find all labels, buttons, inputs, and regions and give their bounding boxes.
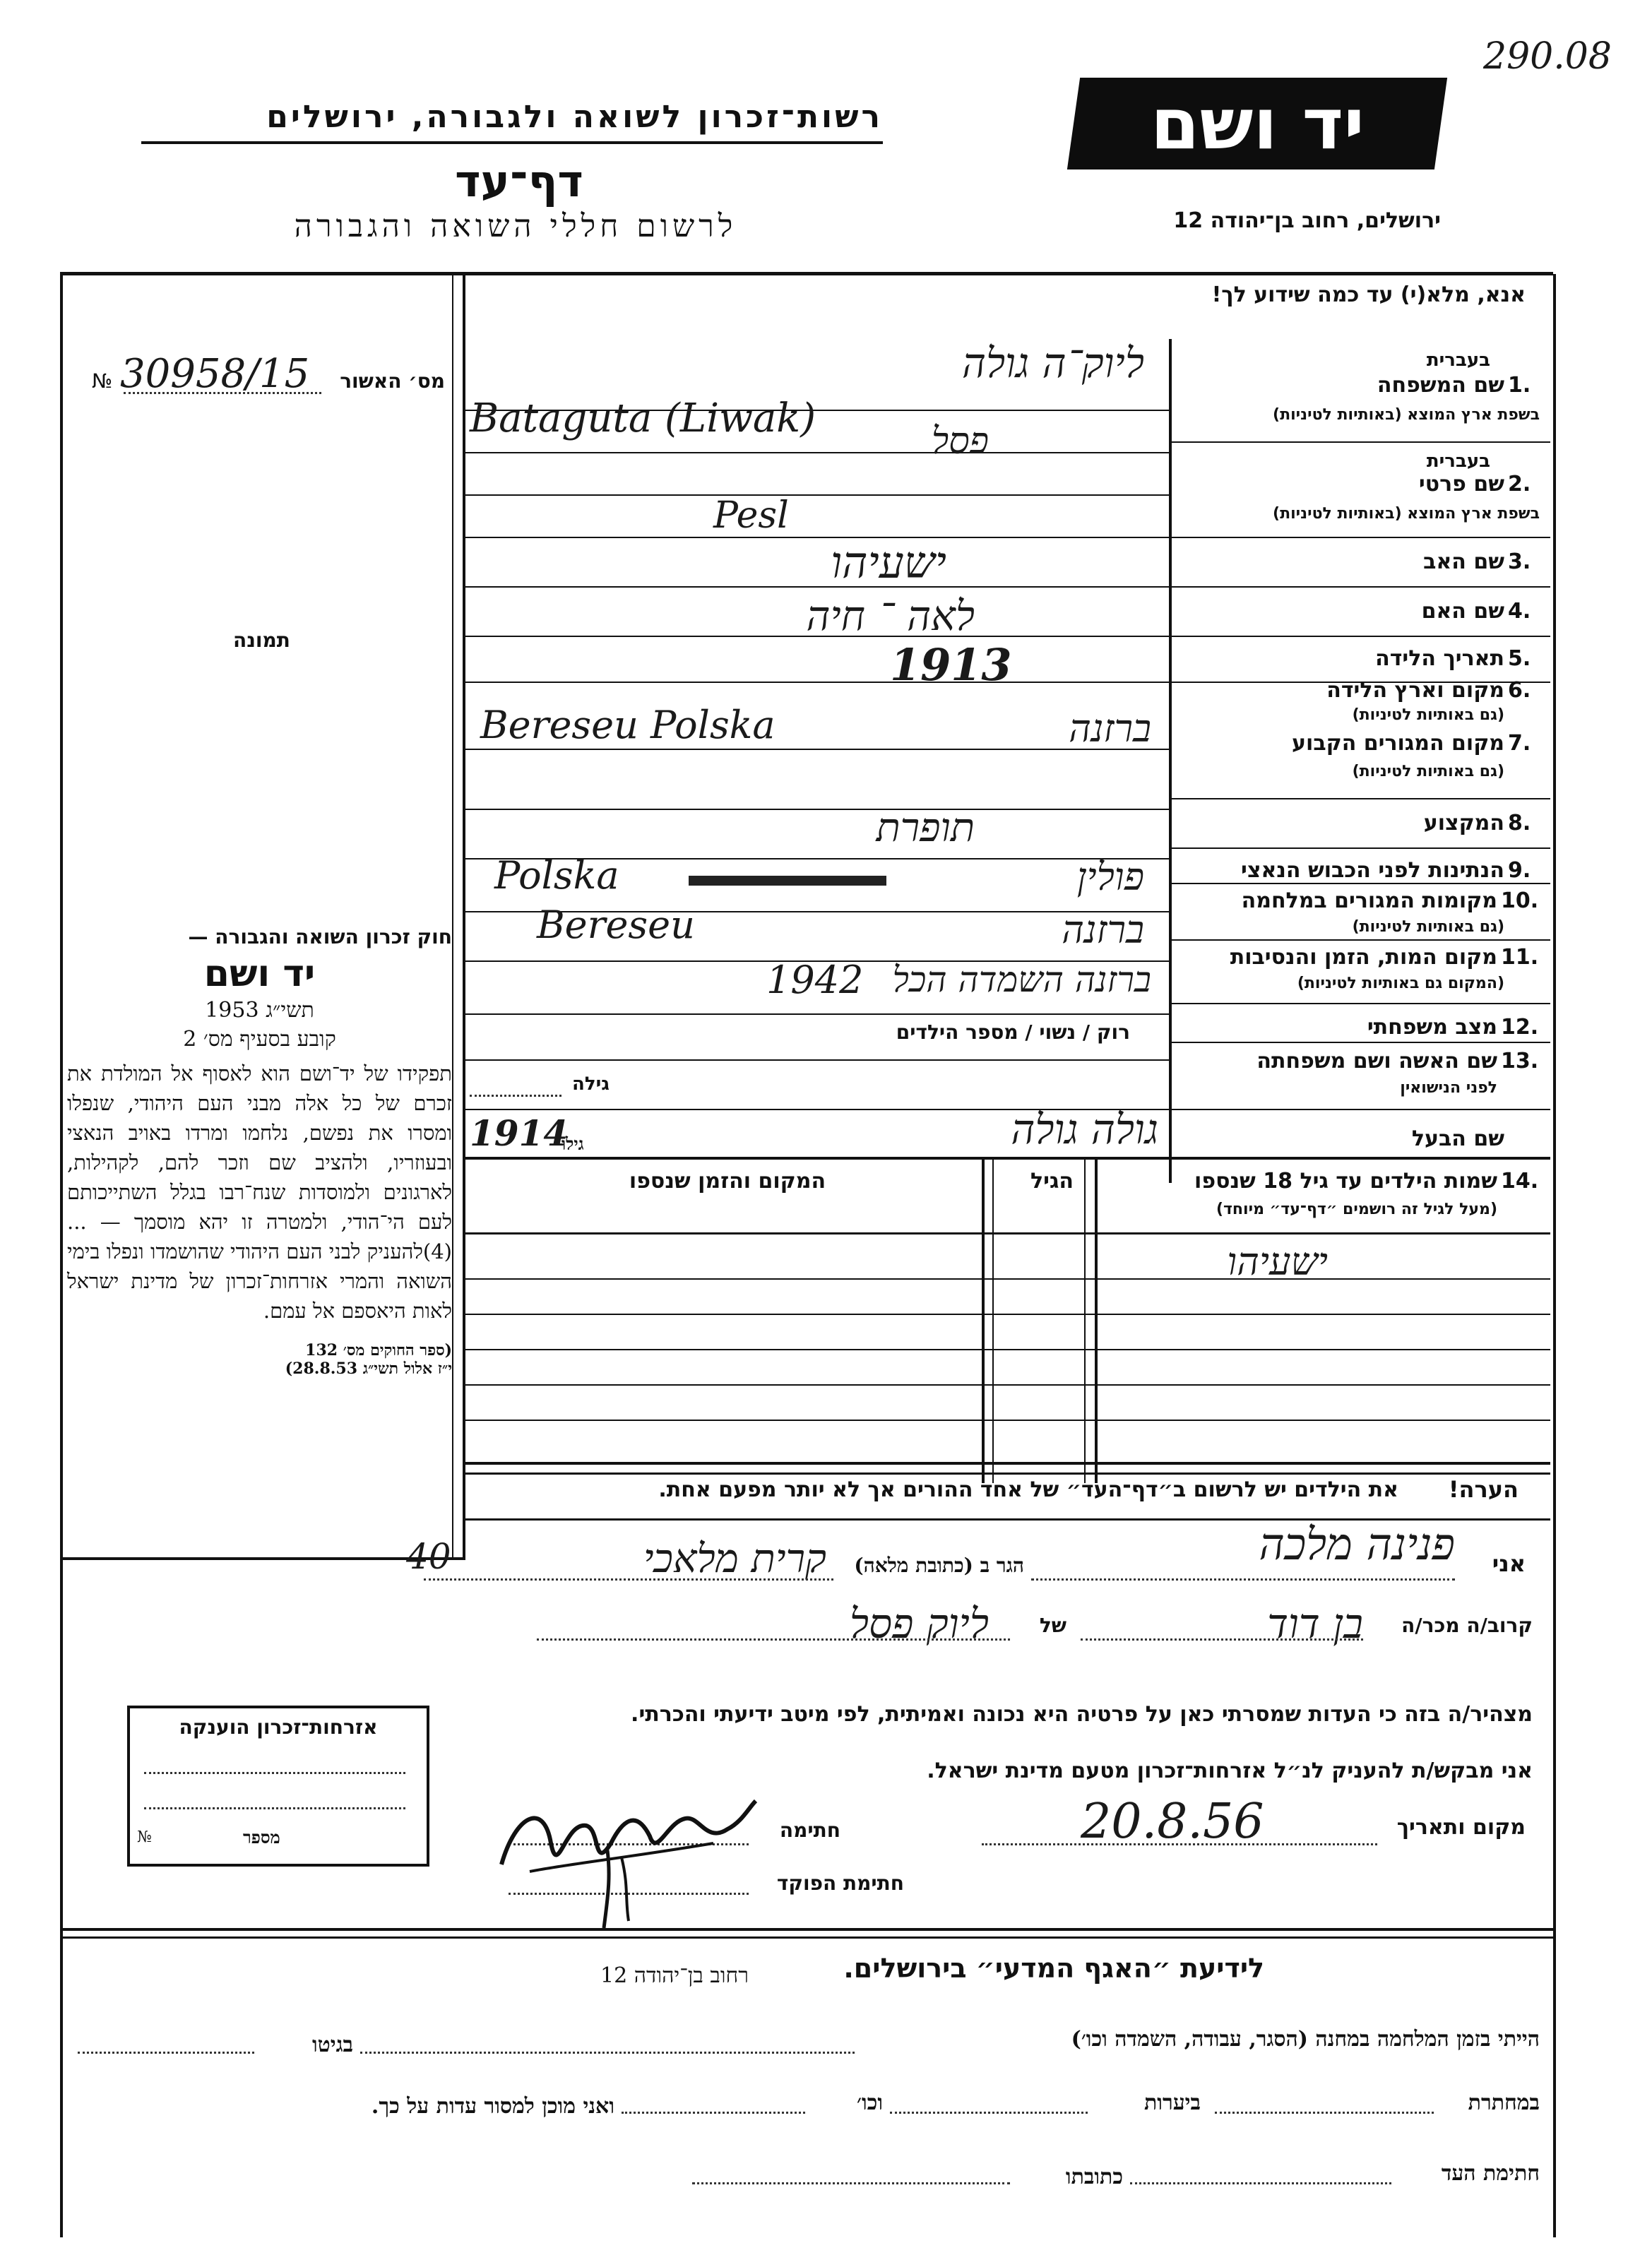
children-row — [463, 1349, 1550, 1350]
signature-drawing — [487, 1759, 770, 1942]
field-1-num: 1. — [1508, 373, 1531, 398]
label-sep — [1172, 1109, 1550, 1110]
decl-of-dots — [537, 1638, 1010, 1641]
children-num: 14. — [1501, 1169, 1539, 1194]
field-11-num: 11. — [1501, 945, 1539, 970]
label-sep — [1172, 847, 1550, 849]
approval-prefix: № — [92, 369, 113, 393]
row-line — [463, 1059, 1169, 1061]
children-col-sep-3 — [992, 1158, 994, 1483]
bottom-line1b-dots — [78, 2052, 254, 2054]
corner-number: 290.08 — [1483, 35, 1612, 78]
row-line — [463, 1013, 1169, 1015]
bottom-line3a: חתימת העד — [1441, 2161, 1540, 2186]
bottom-line3a-dots — [1130, 2182, 1391, 2184]
field-9-value-lat: Polska — [494, 853, 619, 898]
decl-request-text: אני מבקש/ת להעניק לנ״ל אזרחות־זכרון מטעם מדינת ישראל. — [927, 1759, 1533, 1783]
label-sep — [1172, 636, 1550, 637]
field-8-value: תופרת — [876, 805, 975, 851]
field-8-label: המקצוע — [1423, 811, 1504, 835]
citizenship-title: אזרחות־זכרון הוענקה — [179, 1715, 378, 1739]
field-10-value-lat: Bereseu — [537, 903, 695, 947]
field-4-value: לאה ־ חיה — [806, 592, 975, 640]
decl-signature-label: חתימה — [779, 1819, 840, 1842]
field-9-strikeout — [689, 876, 886, 886]
field-2-value-heb: פסל — [931, 420, 989, 463]
label-sep — [1172, 939, 1550, 941]
row-line-thick — [463, 1157, 1550, 1160]
law-source-2: י״ז אלול תשי״ג 28.8.53) — [285, 1360, 452, 1378]
field-9-value-heb: פולין — [1076, 855, 1144, 899]
field-8-num: 8. — [1508, 811, 1531, 835]
field-2-value-lat: Pesl — [713, 494, 789, 537]
field-6-sub: (גם באותיות לטיניות) — [1352, 706, 1504, 724]
decl-resident-label: הגר ב (כתובת מלאה) — [854, 1554, 1024, 1577]
decl-date-dots — [982, 1843, 1377, 1845]
children-label: שמות הילדים עד גיל 18 שנספו — [1194, 1169, 1497, 1194]
decl-extra-value: 40 — [406, 1536, 451, 1577]
field-2-sub: בשפת ארץ המוצא (באותיות לטיניות) — [1273, 505, 1540, 523]
note-top — [463, 1472, 1550, 1475]
children-bottom — [463, 1462, 1550, 1465]
decl-of-label: של — [1039, 1614, 1066, 1637]
row-line — [463, 682, 1169, 683]
field-3-value: ישעיהו — [831, 537, 946, 588]
law-text: תפקידו של יד־ושם הוא לאסוף אל המולדת את זכרם של כל אלה מבני העם היהודי, שנפלו ומסרו את נפשם, נלחמו ומרדו באויב הנאצי ובעוזריו, ולהציב שם וזכר להם, לקהילות, לארגונים ולמוסדות שנח־רבו בגלל השתייכותם לעם הי־הודי, ולמטרה זו יהא מוסמך — ...(4)להעניק לבני העם היהודי שהושמדו ונפלו בימי השואה והמרי אזרחות־זכרון של מדינת ישראל לאות היאספם אל עמם. — [67, 1061, 452, 1323]
org-underline — [141, 141, 883, 144]
children-sub: (מעל לגיל זה רושמים ״דף־עד״ מיוחד) — [1216, 1201, 1497, 1218]
field-5-label: תאריך הלידה — [1375, 646, 1504, 671]
left-col-divider — [463, 274, 465, 1559]
field-11-value-num: 1942 — [766, 958, 864, 1002]
field-11-value-heb: ברזנה השמדה הכל — [892, 959, 1151, 1000]
bottom-line2b-dots — [890, 2112, 1088, 2114]
children-col-sep-1 — [1095, 1158, 1098, 1483]
decl-address-dots — [424, 1578, 833, 1581]
field-13-age-label: גילה — [572, 1073, 610, 1095]
husband-age-label: גילו — [561, 1134, 584, 1154]
husband-age-value: 1914 — [470, 1112, 569, 1154]
field-9-label: הנתינות לפני הכבוש הנאצי — [1241, 858, 1504, 883]
field-13-num: 13. — [1501, 1049, 1539, 1073]
law-source-1: (ספר החוקים מס׳ 132 — [305, 1341, 452, 1360]
field-13-age-dots — [470, 1095, 561, 1097]
children-col-sep-4 — [1084, 1158, 1086, 1483]
field-11-sub: (המקום גם באותיות לטיניות) — [1297, 975, 1504, 992]
children-row — [463, 1232, 1550, 1234]
field-1-heb-hint: בעברית — [1426, 350, 1490, 371]
children-row — [463, 1384, 1550, 1386]
field-6-value-heb: ברזנה — [1069, 706, 1151, 751]
decl-relative-label: קרוב/ה מכר/ה — [1401, 1614, 1533, 1637]
label-sep — [1172, 586, 1550, 588]
field-2-num: 2. — [1508, 472, 1531, 496]
label-sep — [1172, 1042, 1550, 1043]
field-5-value: 1913 — [890, 639, 1012, 691]
citizenship-box — [127, 1706, 429, 1867]
decl-name-value: פנינה מלכה — [1259, 1518, 1455, 1570]
logo-text: יד ושם — [1150, 82, 1365, 165]
photo-label: תמונה — [233, 629, 290, 652]
label-sep — [1172, 883, 1550, 884]
field-7-num: 7. — [1508, 731, 1531, 756]
field-13-sub: לפני הנישואין — [1400, 1079, 1497, 1097]
field-12-options: רוק / נשוי / מספר הילדים — [896, 1021, 1130, 1044]
field-1-sub: בשפת ארץ המוצא (באותיות לטיניות) — [1273, 406, 1540, 424]
citizenship-dots-2 — [144, 1807, 405, 1809]
approval-label: מס׳ האשור — [340, 369, 445, 393]
children-row — [463, 1314, 1550, 1315]
bottom-title: לידיעת ״האגף המדעי״ בירושלים. — [843, 1953, 1264, 1984]
bottom-line3b-dots — [692, 2182, 1010, 2184]
field-7-sub: (גם באותיות לטיניות) — [1352, 763, 1504, 780]
label-sep — [1172, 537, 1550, 538]
decl-name-dots — [1031, 1578, 1455, 1581]
bottom-address: רחוב בן־יהודה 12 — [600, 1963, 749, 1988]
law-heading: חוק זכרון השואה והגבורה — — [188, 925, 452, 948]
children-row — [463, 1420, 1550, 1421]
field-7-label: מקום המגורים הקבוע — [1292, 731, 1504, 756]
label-sep — [1172, 798, 1550, 799]
decl-address-value: קרית מלאכי — [643, 1536, 826, 1582]
bottom-line1b: בגיטו — [311, 2033, 353, 2057]
note-text: את הילדים יש לרשום ב״דף־העד״ של אחד ההורים אך לא יותר מפעם אחת. — [658, 1477, 1398, 1502]
children-col-place: המקום והזמן שנספו — [629, 1169, 826, 1194]
field-6-label: מקום וארץ הלידה — [1326, 678, 1504, 703]
law-clause: קובע בסעיף מס׳ 2 — [183, 1027, 336, 1052]
field-2-label: שם פרטי — [1418, 472, 1504, 496]
children-col-age: הגיל — [1030, 1169, 1074, 1194]
field-10-label: מקומות המגורים במלחמה — [1241, 888, 1497, 913]
form-subtitle: לרשום חללי השואה והגבורה — [294, 208, 737, 244]
org-name: רשות־זכרון לשואה ולגבורה, ירושלים — [266, 99, 883, 135]
field-1-label: שם המשפחה — [1377, 373, 1504, 398]
field-10-value-heb: ברזנה — [1062, 908, 1144, 952]
decl-officer-label: חתימת הפוקד — [776, 1872, 904, 1895]
law-year: תשי״ג 1953 — [205, 998, 314, 1023]
bottom-line3b: כתובתו — [1065, 2165, 1123, 2189]
children-col-sep-2 — [982, 1158, 985, 1483]
child-1-name: ישעיהו — [1227, 1239, 1328, 1284]
citizenship-dots-1 — [144, 1772, 405, 1774]
bottom-line2c: וכו׳ — [857, 2090, 883, 2115]
field-1-value-heb: ליוק־ה גולה — [962, 339, 1144, 387]
header-address: ירושלים, רחוב בן־יהודה 12 — [1173, 208, 1441, 233]
left-bottom — [60, 1557, 465, 1560]
citizenship-number-label: מספר — [243, 1827, 280, 1848]
field-10-num: 10. — [1501, 888, 1539, 913]
field-3-label: שם האב — [1423, 549, 1504, 574]
field-13-label: שם האשה ושם משפחתה — [1256, 1049, 1497, 1073]
label-sep — [1172, 441, 1550, 443]
approval-dots — [124, 392, 321, 394]
bottom-divider-2 — [60, 1936, 1553, 1939]
field-6-num: 6. — [1508, 678, 1531, 703]
label-sep — [1172, 1003, 1550, 1004]
decl-date-value: 20.8.56 — [1081, 1794, 1264, 1850]
label-col-divider — [1169, 339, 1172, 1183]
bottom-line1a: הייתי בזמן המלחמה במחנה (הסגר, עבודה, השמדה וכו׳) — [1071, 2027, 1540, 2052]
decl-i-label: אני — [1492, 1550, 1526, 1577]
field-1-value-lat: Bataguta (Liwak) — [470, 395, 816, 441]
left-col-inner — [452, 274, 453, 1559]
law-logo: יד ושם — [203, 953, 316, 995]
bottom-line2c-dots — [622, 2112, 805, 2114]
field-3-num: 3. — [1508, 549, 1531, 574]
field-4-num: 4. — [1508, 599, 1531, 624]
bottom-line2a-dots — [1215, 2112, 1434, 2114]
bottom-line2d: ואני מוכן למסור עדות על כך. — [371, 2094, 614, 2119]
bottom-line2b: ביערות — [1143, 2090, 1201, 2115]
decl-declare-text: מצהיר/ה בזה כי העדות שמסרתי כאן על פרטיה היא נכונה ואמיתית, לפי מיטב ידיעתי והכרתי. — [631, 1702, 1533, 1727]
instruction: אנא, מלא(י) עד כמה שידוע לך! — [1211, 282, 1526, 307]
field-11-label: מקום המות, הזמן והנסיבות — [1230, 945, 1497, 970]
yad-vashem-logo — [1067, 78, 1447, 169]
decl-relation-dots — [1081, 1638, 1363, 1641]
field-6-value-lat: Bereseu Polska — [480, 703, 776, 747]
approval-value: 30958/15 — [120, 351, 310, 397]
decl-of-value: ליוק פסל — [849, 1600, 989, 1648]
decl-place-date-label: מקום ותאריך — [1396, 1815, 1526, 1840]
husband-value: גולה גולה — [1011, 1105, 1158, 1153]
decl-relation-value: בן דוד — [1267, 1600, 1363, 1648]
field-10-sub: (גם באותיות לטיניות) — [1352, 918, 1504, 936]
bottom-line1-dots — [360, 2052, 855, 2054]
frame-top — [60, 272, 1553, 275]
field-9-num: 9. — [1508, 858, 1531, 883]
bottom-line2a: במחתרת — [1468, 2090, 1540, 2115]
husband-label: שם הבעל — [1411, 1126, 1504, 1151]
citizenship-prefix: № — [137, 1828, 152, 1846]
field-12-label: מצב משפחתי — [1367, 1015, 1497, 1040]
form-title: דף־עד — [455, 155, 583, 207]
field-12-num: 12. — [1501, 1015, 1539, 1040]
field-4-label: שם האם — [1421, 599, 1504, 624]
bottom-divider-1 — [60, 1928, 1553, 1931]
law-box — [67, 925, 452, 1561]
children-row — [463, 1278, 1550, 1280]
field-5-num: 5. — [1508, 646, 1531, 671]
note-label: הערה! — [1448, 1476, 1519, 1503]
field-2-heb-hint: בעברית — [1426, 451, 1490, 472]
